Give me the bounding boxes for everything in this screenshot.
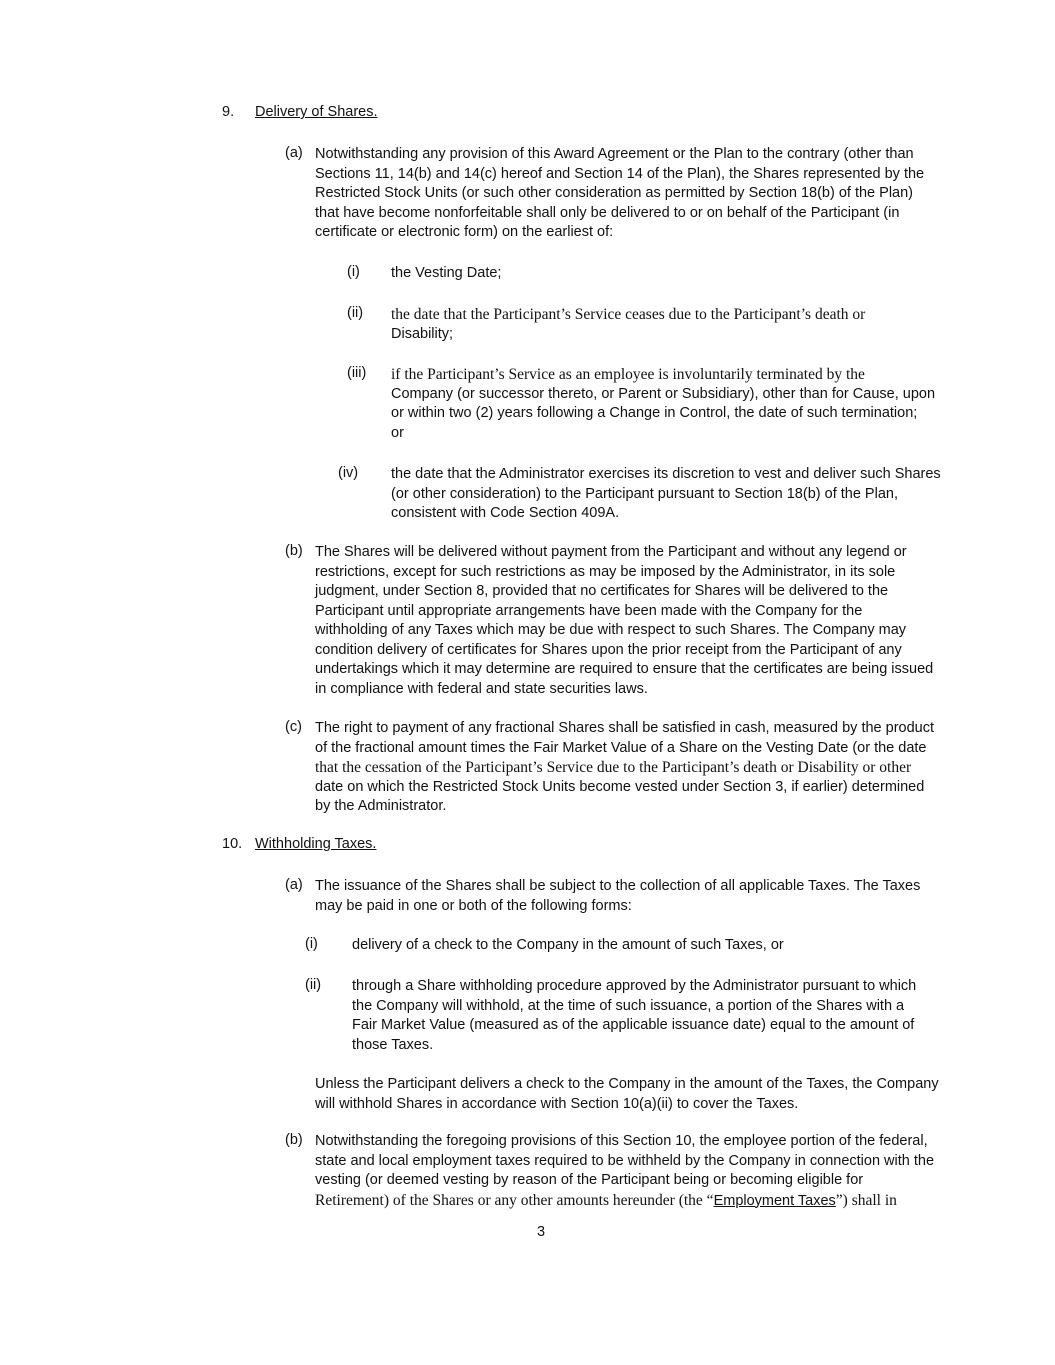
text-line: Notwithstanding the foregoing provisions of this Section 10, the employee portion of the federal, [315,1133,928,1149]
text-fragment: Retirement) of the Shares or any other amounts hereunder (the “ [315,1191,714,1209]
item-10a-i-label: (i) [305,936,318,952]
text-line: condition delivery of certificates for Shares upon the prior receipt from the Participant of any [315,641,902,658]
item-10a-ii-text [352,977,916,1055]
section-10b-label: (b) [285,1132,303,1148]
item-9a-iv-label: (iv) [338,465,359,481]
text-line: vesting (or deemed vesting by reason of the Participant being or becoming eligible for [315,1172,864,1188]
text-line: through a Share withholding procedure approved by the Administrator pursuant to which [352,978,917,994]
section-9c-label: (c) [285,719,302,735]
section-9b-label: (b) [285,543,303,559]
text-line: consistent with Code Section 409A. [391,505,620,521]
text-line-last [315,1191,934,1212]
defined-term-employment-taxes: Employment Taxes [713,1192,836,1209]
text-line: the Vesting Date; [391,265,502,281]
item-10a-ii-label: (ii) [305,977,322,993]
text-line: Fair Market Value (measured as of the applicable issuance date) equal to the amount of [352,1017,915,1033]
text-line: undertakings which it may determine are required to ensure that the certificates are being issued [315,661,934,677]
text-line: judgment, under Section 8, provided that no certificates for Shares will be delivered to the [315,583,889,599]
text-line: will withhold Shares in accordance with Section 10(a)(ii) to cover the Taxes. [315,1095,799,1112]
item-9a-iii-label: (iii) [347,365,367,381]
section-10b-text [315,1132,934,1211]
text-line: Notwithstanding any provision of this Award Agreement or the Plan to the contrary (other than [315,146,914,162]
text-line: by the Administrator. [315,798,447,814]
text-line: may be paid in one or both of the following forms: [315,897,632,914]
text-line: Restricted Stock Units (or such other consideration as permitted by Section 18(b) of the Plan) [315,185,914,201]
section-9-number: 9. [222,104,235,120]
section-10-title: Withholding Taxes. [255,836,377,852]
text-line: delivery of a check to the Company in the amount of such Taxes, or [352,937,784,953]
text-line: Unless the Participant delivers a check to the Company in the amount of the Taxes, the Company [315,1076,939,1092]
text-line: in compliance with federal and state securities laws. [315,680,648,697]
text-line: of the fractional amount times the Fair Market Value of a Share on the Vesting Date (or the date [315,739,927,756]
item-9a-i-text [391,264,501,284]
text-line: certificate or electronic form) on the earliest of: [315,224,614,240]
text-line: Disability; [391,325,454,342]
section-10-number: 10. [222,836,243,852]
text-line: that have become nonforfeitable shall only be delivered to or on behalf of the Participant (in [315,204,900,221]
text-line: Company (or successor thereto, or Parent or Subsidiary), other than for Cause, upon [391,385,936,402]
text-line: if the Participant’s Service as an employee is involuntarily terminated by the [391,366,865,383]
section-10a-text [315,877,920,916]
text-line: The right to payment of any fractional Shares shall be satisfied in cash, measured by the product [315,720,935,736]
text-line: the date that the Participant’s Service ceases due to the Participant’s death or [391,306,866,323]
text-line: state and local employment taxes required to be withheld by the Company in connection with the [315,1152,935,1169]
section-10a-closing [315,1075,939,1114]
item-10a-i-text [352,936,784,956]
section-9c-text [315,719,934,817]
text-line: Participant until appropriate arrangements have been made with the Company for the [315,602,863,619]
item-9a-iv-text [391,465,941,524]
text-line: that the cessation of the Participant’s Service due to the Participant’s death or Disability or other [315,759,912,776]
text-line: The Shares will be delivered without payment from the Participant and without any legend or [315,544,907,560]
text-fragment: ”) shall in [835,1191,897,1209]
text-line: those Taxes. [352,1036,434,1053]
text-line: The issuance of the Shares shall be subject to the collection of all applicable Taxes. The Taxes [315,878,921,894]
text-line: or [391,424,404,441]
text-line: date on which the Restricted Stock Units become vested under Section 3, if earlier) determined [315,778,925,795]
item-9a-i-label: (i) [347,264,360,280]
item-9a-ii-text [391,305,865,344]
section-9b-text [315,543,933,699]
text-line: the Company will withhold, at the time of such issuance, a portion of the Shares with a [352,997,905,1014]
page-number: 3 [536,1224,546,1240]
text-line: restrictions, except for such restrictions as may be imposed by the Administrator, in its sole [315,563,896,580]
text-line: the date that the Administrator exercises its discretion to vest and deliver such Shares [391,466,941,482]
text-line: (or other consideration) to the Participant pursuant to Section 18(b) of the Plan, [391,485,898,502]
text-line: withholding of any Taxes which may be due with respect to such Shares. The Company may [315,622,907,638]
text-line: Sections 11, 14(b) and 14(c) hereof and Section 14 of the Plan), the Shares represented by the [315,165,925,182]
section-9a-text [315,145,924,243]
section-9a-label: (a) [285,145,303,161]
item-9a-ii-label: (ii) [347,305,364,321]
section-9-title: Delivery of Shares. [255,104,378,120]
text-line: or within two (2) years following a Change in Control, the date of such termination; [391,405,918,421]
item-9a-iii-text [391,365,935,443]
section-10a-label: (a) [285,877,303,893]
